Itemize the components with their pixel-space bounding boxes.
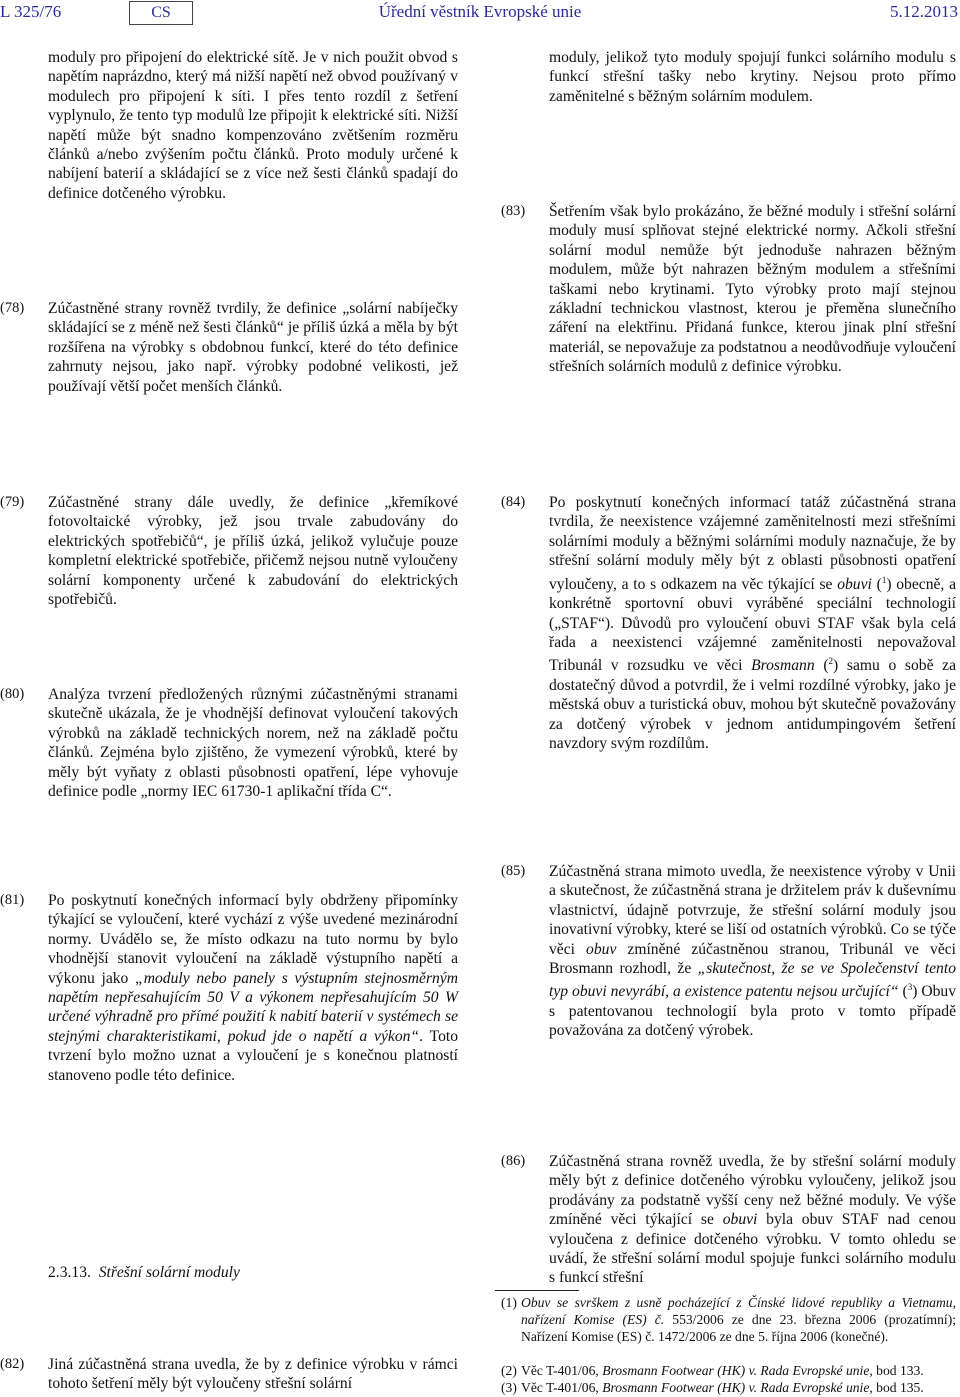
journal-title: Úřední věstník Evropské unie [378,2,582,21]
paragraph-text: Zúčastněná strana rovněž uvedla, že by střešní solární moduly měly být z definice dotčeného výrobku vyloučeny, jelikož jsou prodávány za podstatně vyšší ceny než běžné moduly. Ve výše zmíněné věci týkající se obuvi byla obuv STAF nad cenou vyloučena z definice dotčeného výrobku. V tomto ohledu se uvádí, že střešní solární modul spojuje funkci solárního modulu s funkcí střešní [549,1153,956,1287]
paragraph-text: Zúčastněná strana mimoto uvedla, že neexistence výroby v Unii a skutečnost, že zúčastněná strana je držitelem práv k duševnímu vlastnictví, údajně potvrzuje, že střešní solární moduly jsou inovativní výrobky, které se liší od ostatních výrobků. Co se týče věci obuv zmíněné zúčastněnou stranou, Tribunál ve věci Brosmann rozhodl, že „skutečnost, že se ve Společenství tento typ obuvi nevyrábí, a existence patentu nejsou určující“ ($^3$) Obuv s patentovanou technologií byla proto v tomto případě považována za dotčený výrobek. [549,863,957,1040]
paragraph-number: (80) [0,686,25,702]
paragraph-text: Po poskytnutí konečných informací byly obdrženy připomínky týkající se vyloučení, které vychází z výše uvedené mezinárodní normy. Uvádělo se, že místo odkazu na tuto normu by bylo vhodnější stanovit vyloučení na základě výstupního napětí a výkonu jako „moduly nebo panely s výstupním stejnosměrným napětím nepřesahujícím 50 V a výkonem nepřesahujícím 50 W určené výhradně pro přímé použití k nabití baterií v systémech se stejnými charakteristikami, pokud jde o napětí a výkon“. Toto tvrzení bylo možno uznat a vyloučení je s konečnou platností stanoveno podle této definice. [48,892,458,1084]
publication-date: 5.12.2013 [890,2,958,21]
page-header [0,0,960,30]
section-title: Střešní solární moduly [98,1264,240,1281]
paragraph-text: Zúčastněné strany dále uvedly, že definice „křemíkové fotovoltaické výrobky, jež jsou trvale zabudovány do elektrických spotřebičů“, je příliš úzká, jelikož vylučuje pouze kompletní elektrické spotřebiče, přičemž nejsou nutně vyloučeny solární komponenty určené k zabudování do elektrických spotřebičů. [48,494,458,609]
paragraph-84 [501,493,956,754]
paragraph-text: Po poskytnutí konečných informací tatáž zúčastněná strana tvrdila, že neexistence vzájemné zaměnitelnosti mezi střešními solárními moduly a běžnými solárními moduly naznačuje, že by střešní solární moduly měly být z oblasti působnosti opatření vyloučeny, a to s odkazem na věc týkající se obuvi ($^1$) obecně, a konkrétně sportovní obuvi vyráběné speciální technologií („STAF“). Důvodů pro vyloučení obuvi STAF však byla celá řada a neexistenci vzájemné zaměnitelnosti nepovažoval Tribunál v rozsudku ve věci Brosmann ($^2$) samu o sobě za dostatečný důvod a potvrdil, že i velmi rozdílné výrobky, jako je městská obuv a turistická obuv, mohou být skutečně považovány za dotčený výrobek v jednom antidumpingovém šetření navzdory svým rozdílům. [549,494,956,753]
footnote-1 [501,1294,956,1345]
paragraph-number: (82) [0,1356,25,1372]
footnote-number: (2) [501,1363,517,1378]
paragraph-number: (84) [501,494,526,510]
paragraph-text: Analýza tvrzení předložených různými zúčastněnými stranami skutečně ukázala, že je vhodnější definovat vyloučení takových výrobků na základě technických norem, než na základě počtu článků. Zejména bylo zjištěno, že vymezení výrobků, které by měly být vyňaty z oblasti působnosti opatření, lépe vyhovuje definice podle „normy IEC 61730-1 aplikační třída C“. [48,686,458,801]
paragraph-number: (78) [0,300,25,316]
paragraph-85 [501,862,956,1041]
intro-right-paragraph [549,48,956,106]
paragraph-number: (79) [0,494,25,510]
journal-reference: L 325/76 [0,2,62,21]
paragraph-83 [501,202,956,377]
intro-right-text: moduly, jelikož tyto moduly spojují funkci solárního modulu s funkcí střešní tašky nebo krytiny. Nejsou proto přímo zaměnitelné s běžným solárním modulem. [549,49,956,105]
paragraph-86 [501,1152,956,1288]
paragraph-number: (85) [501,863,526,879]
footnote-3 [501,1379,956,1396]
section-heading [48,1263,240,1282]
paragraph-number: (81) [0,892,25,908]
paragraph-number: (86) [501,1153,526,1169]
footnote-text: Obuv se svrškem z usně pocházející z Čínské lidové republiky a Vietnamu, nařízení Komise (ES) č. 553/2006 ze dne 23. března 2006 (prozatímní); Nařízení Komise (ES) č. 1472/2006 ze dne 5. října 2006 (konečné). [521,1295,956,1344]
footnote-text: Věc T-401/06, Brosmann Footwear (HK) v. Rada Evropské unie, bod 133. [521,1363,924,1378]
paragraph-80 [0,685,458,801]
paragraph-number: (83) [501,203,526,219]
intro-left-text: moduly pro připojení do elektrické sítě. Je v nich použit obvod s napětím naprázdno, který má nižší napětí než obvod používaný v modulech pro připojení k síti. I přes tento rozdíl z šetření vyplynulo, že tento typ modulů lze připojit k elektrické síti. Nižší napětí může být snadno kompenzováno zvětšením rozměru článků a/nebo zvýšením počtu článků. Proto moduly určené k nabíjení baterií a skládající se z více než šesti článků spadají do definice dotčeného výrobku. [48,49,458,202]
footnote-divider [495,1290,579,1291]
paragraph-78 [0,299,458,396]
paragraph-82 [0,1355,458,1394]
paragraph-81 [0,891,458,1085]
footnote-number: (3) [501,1380,517,1395]
paragraph-text: Zúčastněné strany rovněž tvrdily, že definice „solární nabíječky skládající se z méně než šesti článků“ je příliš úzká a měla by být rozšířena na výrobky s obdobnou funkcí, které do této definice zahrnuty nejsou, jako např. výrobky podobné velikosti, jež používají větší počet menších článků. [48,300,458,395]
section-number: 2.3.13. [48,1264,91,1281]
footnote-number: (1) [501,1295,517,1310]
paragraph-text: Jiná zúčastněná strana uvedla, že by z definice výrobku v rámci tohoto šetření měly být vyloučeny střešní solární [48,1356,458,1393]
paragraph-79 [0,493,458,609]
intro-left-paragraph [48,48,458,203]
footnote-2 [501,1362,956,1379]
language-badge: CS [129,1,193,25]
paragraph-text: Šetřením však bylo prokázáno, že běžné moduly i střešní solární moduly musí splňovat stejné elektrické normy. Ačkoli střešní solární modul nemůže být jednoduše nahrazen běžným modulem, může být nahrazen běžným modulem a střešními taškami nebo krytinami. Tyto výrobky proto mají stejnou základní technickou vlastnost, kterou je přeměna slunečního záření na elektřinu. Přidaná funkce, kterou jinak plní střešní materiál, se nepovažuje za podstatnou a neodůvodňuje vyloučení střešních solárních modulů z definice výrobku. [549,203,956,376]
footnote-text: Věc T-401/06, Brosmann Footwear (HK) v. Rada Evropské unie, bod 135. [521,1380,924,1395]
